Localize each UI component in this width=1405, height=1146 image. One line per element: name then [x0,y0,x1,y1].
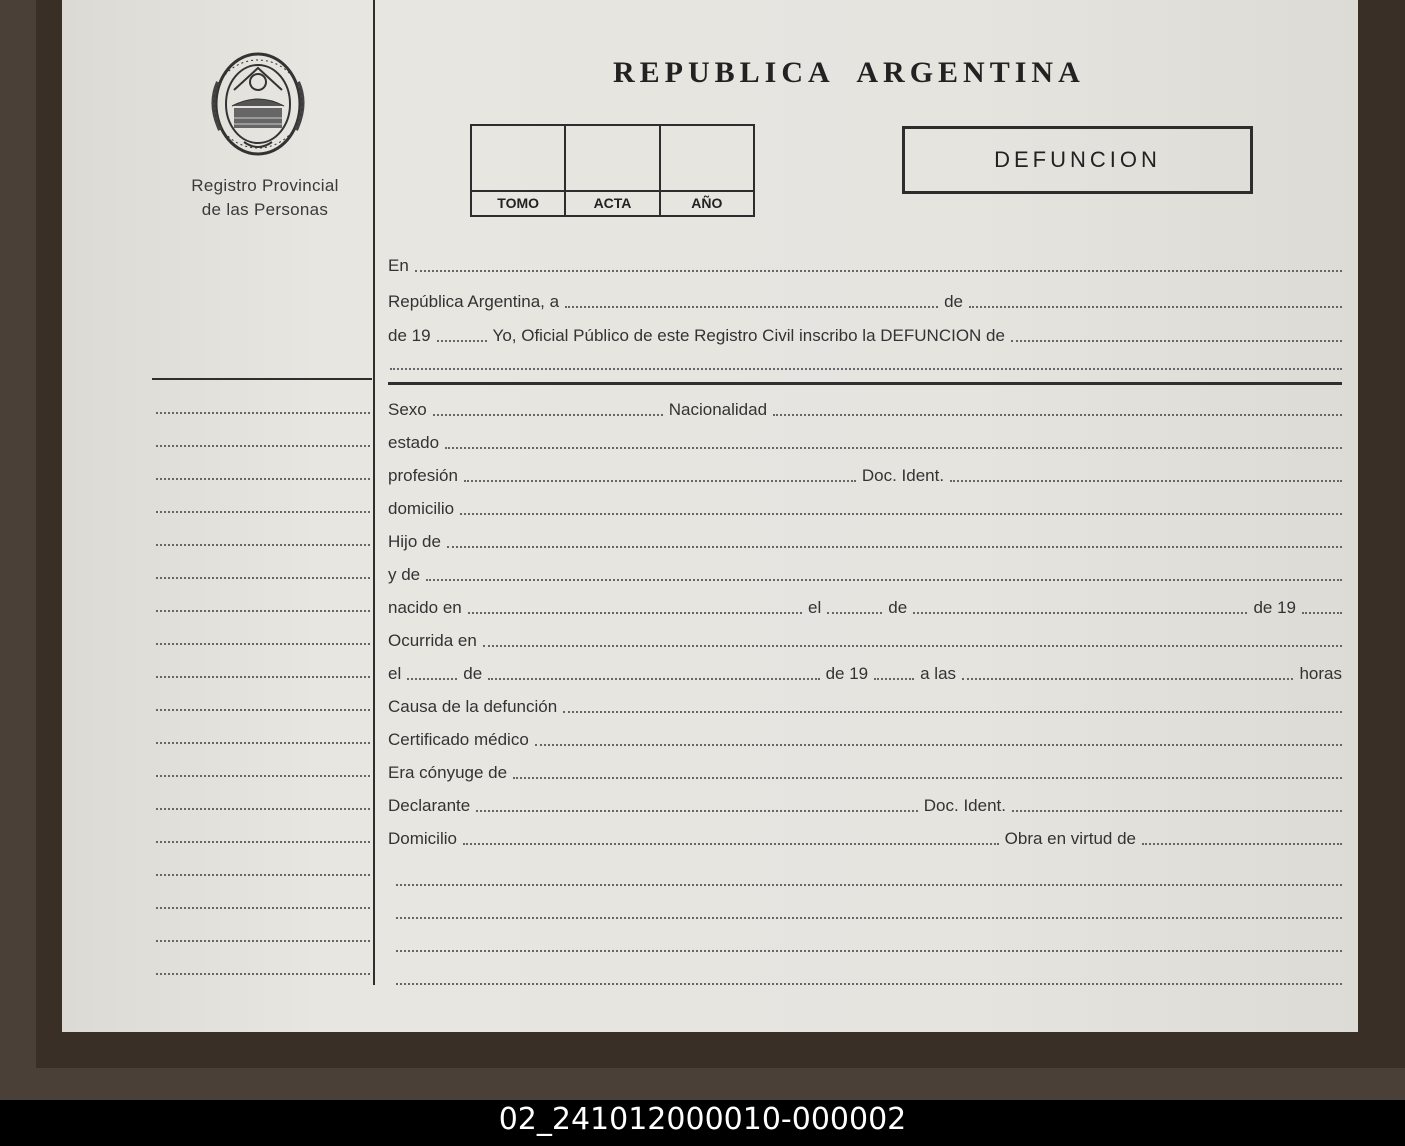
margin-line[interactable] [156,643,370,645]
row-domicilio-2 [388,823,1342,849]
label-de: de [944,292,963,311]
margin-line[interactable] [156,808,370,810]
label-nacionalidad: Nacionalidad [668,400,768,419]
act-type-box: DEFUNCION [902,126,1253,194]
field-anio[interactable] [437,332,487,342]
label-declarante: Declarante [388,796,471,815]
ano-label: AÑO [661,190,753,215]
field-hora[interactable] [962,670,1293,680]
label-en: En [388,256,409,275]
registry-line-2: de las Personas [201,200,329,219]
row-conyuge [388,757,1342,783]
field-anio-nacimiento[interactable] [1302,604,1342,614]
margin-divider [373,0,375,985]
row-inscribo [388,320,1342,346]
label-de19-nac: de 19 [1253,598,1296,617]
field-dia-nacimiento[interactable] [827,604,882,614]
label-el-fecha: el [388,664,402,683]
field-en[interactable] [415,262,1342,272]
field-doc-ident-2[interactable] [1012,802,1342,812]
label-causa: Causa de la defunción [388,697,558,716]
field-padre[interactable] [447,538,1342,548]
field-causa[interactable] [563,703,1342,713]
margin-line[interactable] [156,775,370,777]
label-el: el [808,598,822,617]
margin-line[interactable] [156,412,370,414]
margin-line[interactable] [156,874,370,876]
label-a-las: a las [920,664,957,683]
margin-line[interactable] [156,676,370,678]
label-hijo-de: Hijo de [388,532,441,551]
registry-name [160,174,370,222]
label-republica: República Argentina, a [388,292,560,311]
margin-line[interactable] [156,973,370,975]
row-en [388,250,1342,276]
field-obra[interactable] [1142,835,1342,845]
row-sexo [388,394,1342,420]
field-nacionalidad[interactable] [773,406,1342,416]
field-fallecido[interactable] [1011,332,1342,342]
field-profesion[interactable] [464,472,856,482]
label-profesion: profesión [388,466,458,485]
margin-line[interactable] [156,544,370,546]
row-profesion [388,460,1342,486]
field-domicilio[interactable] [460,505,1342,515]
acta-label: ACTA [566,190,658,215]
margin-rule [152,378,372,380]
label-horas: horas [1299,664,1342,683]
row-nacido [388,592,1342,618]
label-conyuge: Era cónyuge de [388,763,508,782]
margin-line[interactable] [156,940,370,942]
label-doc-ident-2: Doc. Ident. [923,796,1006,815]
margin-line[interactable] [156,478,370,480]
label-estado: estado [388,433,440,452]
margin-line[interactable] [156,841,370,843]
label-certificado: Certificado médico [388,730,529,749]
field-mes[interactable] [969,298,1342,308]
field-mes-nacimiento[interactable] [913,604,1247,614]
registry-line-1: Registro Provincial [191,176,339,195]
field-domicilio-2[interactable] [463,835,999,845]
margin-line[interactable] [156,907,370,909]
label-de19-def: de 19 [825,664,869,683]
blank-line[interactable] [396,983,1342,985]
label-sexo: Sexo [388,400,427,419]
field-lugar[interactable] [565,298,938,308]
image-code: 02_241012000010-000002 [498,1102,907,1137]
field-conyuge[interactable] [513,769,1342,779]
label-de-fecha: de [463,664,483,683]
row-estado [388,427,1342,453]
label-domicilio-2: Domicilio [388,829,457,848]
field-fallecido-cont[interactable] [390,368,1342,370]
field-sexo[interactable] [433,406,663,416]
field-mes-defuncion[interactable] [488,670,819,680]
margin-line[interactable] [156,610,370,612]
row-fecha-hora [388,658,1342,684]
row-hijo-de [388,526,1342,552]
blank-line[interactable] [396,950,1342,952]
field-madre[interactable] [426,571,1342,581]
field-certificado[interactable] [535,736,1342,746]
margin-line[interactable] [156,511,370,513]
margin-line[interactable] [156,709,370,711]
section-rule [388,382,1342,385]
row-ocurrida [388,625,1342,651]
row-domicilio [388,493,1342,519]
field-lugar-nacimiento[interactable] [468,604,802,614]
image-id-bar [0,1100,1405,1146]
row-declarante [388,790,1342,816]
label-doc-ident: Doc. Ident. [861,466,945,485]
field-doc-ident[interactable] [950,472,1342,482]
label-domicilio: domicilio [388,499,455,518]
margin-line[interactable] [156,445,370,447]
margin-line[interactable] [156,742,370,744]
field-estado[interactable] [445,439,1342,449]
ano-cell[interactable] [661,126,753,215]
field-anio-defuncion[interactable] [874,670,914,680]
blank-line[interactable] [396,917,1342,919]
country-title: REPUBLICA ARGENTINA [613,56,1085,89]
tomo-label: TOMO [472,190,564,215]
acta-cell[interactable] [566,126,660,215]
label-de-mes: de [888,598,908,617]
margin-line[interactable] [156,577,370,579]
field-lugar-defuncion[interactable] [483,637,1342,647]
tomo-cell[interactable] [472,126,566,215]
label-y-de: y de [388,565,421,584]
row-certificado [388,724,1342,750]
label-de19: de 19 [388,326,431,345]
blank-line[interactable] [396,884,1342,886]
label-nacido-en: nacido en [388,598,462,617]
field-declarante[interactable] [476,802,918,812]
label-inscribo: Yo, Oficial Público de este Registro Civil inscribo la DEFUNCION de [492,326,1005,345]
row-y-de [388,559,1342,585]
row-republica [388,286,1342,312]
provincial-seal-icon [204,42,312,162]
field-dia-defuncion[interactable] [407,670,457,680]
label-ocurrida-en: Ocurrida en [388,631,477,650]
index-box [470,124,755,217]
label-obra: Obra en virtud de [1004,829,1136,848]
row-causa [388,691,1342,717]
